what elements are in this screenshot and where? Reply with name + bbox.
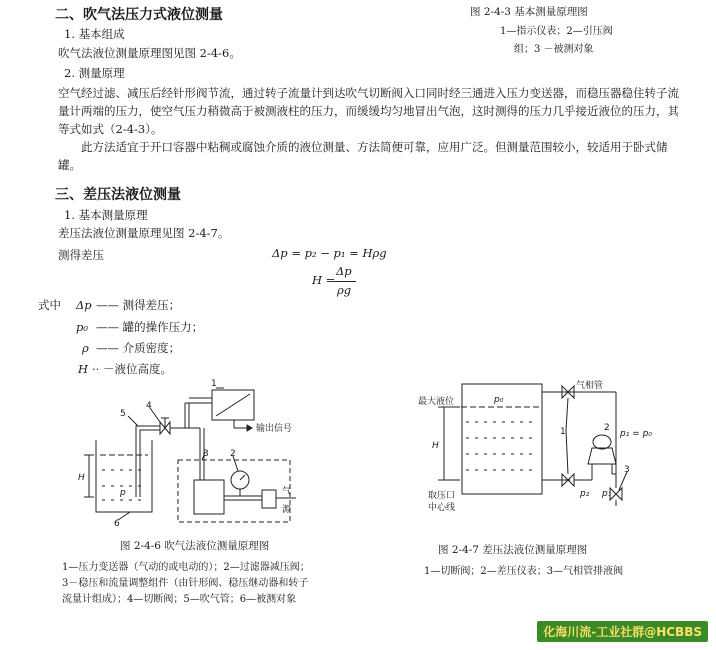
label-gas-pipe: 气相管 — [576, 381, 604, 391]
label-3: 3 — [624, 465, 630, 475]
figure-legend-line: 1—切断阀；2—差压仪表；3—气相管排液阀 — [424, 566, 624, 577]
label-output: 输出信号 — [256, 424, 293, 434]
figure-caption-2-4-3: 图 2-4-3 基本测量原理图 — [470, 6, 588, 18]
figure-legend-line: 1—指示仪表；2—引压阀 — [500, 26, 613, 37]
figure-legend-line: 流量计组成）；4—切断阀；5—吹气管；6—被测对象 — [62, 594, 297, 605]
label-p0: p₀ — [494, 395, 504, 405]
defs-intro: 式中 — [38, 298, 61, 312]
label-1: 1 — [560, 427, 566, 437]
subheading-basic-principle: 1. 基本测量原理 — [64, 208, 148, 222]
label-1: 1 — [211, 379, 217, 389]
def-description: —— 测得差压； — [96, 298, 181, 312]
paragraph-principle: 空气经过滤、减压后经针形阀节流，通过转子流量计到达吹气切断阀入口同时经三通进入压力变送器，而稳压器稳住转子流量计两端的压力，使空气压力稍微高于被测液柱的压力，而缓缓均匀地冒出气泡，这时测得的压力几乎接近液位的压力，其等式如式（2-4-3）。 — [58, 86, 679, 136]
figure-legend-line: 1—压力变送器（气动的或电动的）；2—过滤器减压阀； — [62, 562, 310, 573]
label-5: 5 — [120, 409, 126, 419]
subheading-basic-composition: 1. 基本组成 — [64, 27, 125, 41]
equation-h-denominator: ρg — [337, 283, 352, 297]
label-air-2: 源 — [282, 505, 292, 515]
def-symbol: Δp — [76, 298, 92, 312]
text-line: 差压法液位测量原理见图 2-4-7。 — [58, 226, 230, 240]
equation-dp: Δp = p₂ − p₁ = Hρg — [272, 246, 387, 260]
figure-caption-2-4-6: 图 2-4-6 吹气法液位测量原理图 — [120, 540, 270, 552]
section-heading-blow-method: 二、吹气法压力式液位测量 — [55, 7, 223, 23]
dp-instrument — [588, 448, 616, 464]
def-symbol: H — [78, 362, 89, 376]
watermark-badge: 化海川流-工业社群@HCBBS — [537, 621, 708, 642]
label-air-1: 气 — [282, 487, 292, 497]
label-p2: p₂ — [580, 489, 590, 499]
label-4: 4 — [146, 401, 152, 411]
label-max-level: 最大液位 — [418, 397, 455, 407]
label-tap: 取压口 — [428, 491, 456, 501]
label-p1: p₁ — [602, 489, 612, 499]
def-description: —— 介质密度； — [96, 341, 181, 355]
equation-h-numerator: Δp — [336, 264, 352, 278]
figure-caption-2-4-7: 图 2-4-7 差压法液位测量原理图 — [438, 544, 588, 556]
drain-valve — [610, 488, 622, 500]
section-heading-dp-method: 三、差压法液位测量 — [55, 187, 181, 203]
label-2: 2 — [604, 423, 610, 433]
equation-h-lhs: H = — [312, 273, 336, 287]
label-p1-eq: p₁ = p₀ — [620, 429, 652, 439]
label-p: p — [120, 488, 126, 498]
text-line: 测得差压 — [58, 248, 104, 262]
label-H: H — [78, 473, 85, 483]
label-6: 6 — [114, 519, 120, 529]
paragraph-application: 此方法适宜于开口容器中粘稠或腐蚀介质的液位测量、方法简便可靠，应用广泛。但测量范围较小，较适用于卧式储罐。 — [58, 140, 668, 172]
label-H: H — [432, 441, 439, 451]
text-line: 吹气法液位测量原理图见图 2-4-6。 — [58, 46, 241, 60]
label-3: 3 — [203, 449, 209, 459]
def-description: —— 罐的操作压力； — [96, 320, 204, 334]
label-2: 2 — [230, 449, 236, 459]
subheading-principle: 2. 测量原理 — [64, 66, 125, 80]
label-centerline: 中心线 — [428, 503, 456, 513]
def-symbol: p₀ — [76, 320, 88, 334]
def-description: ·· －液位高度。 — [92, 362, 172, 376]
def-symbol: ρ — [82, 341, 89, 355]
figure-legend-line: 组；3 －被测对象 — [514, 44, 594, 55]
figure-legend-line: 3－稳压和流量调整组件（由针形阀、稳压继动器和转子 — [62, 578, 309, 589]
